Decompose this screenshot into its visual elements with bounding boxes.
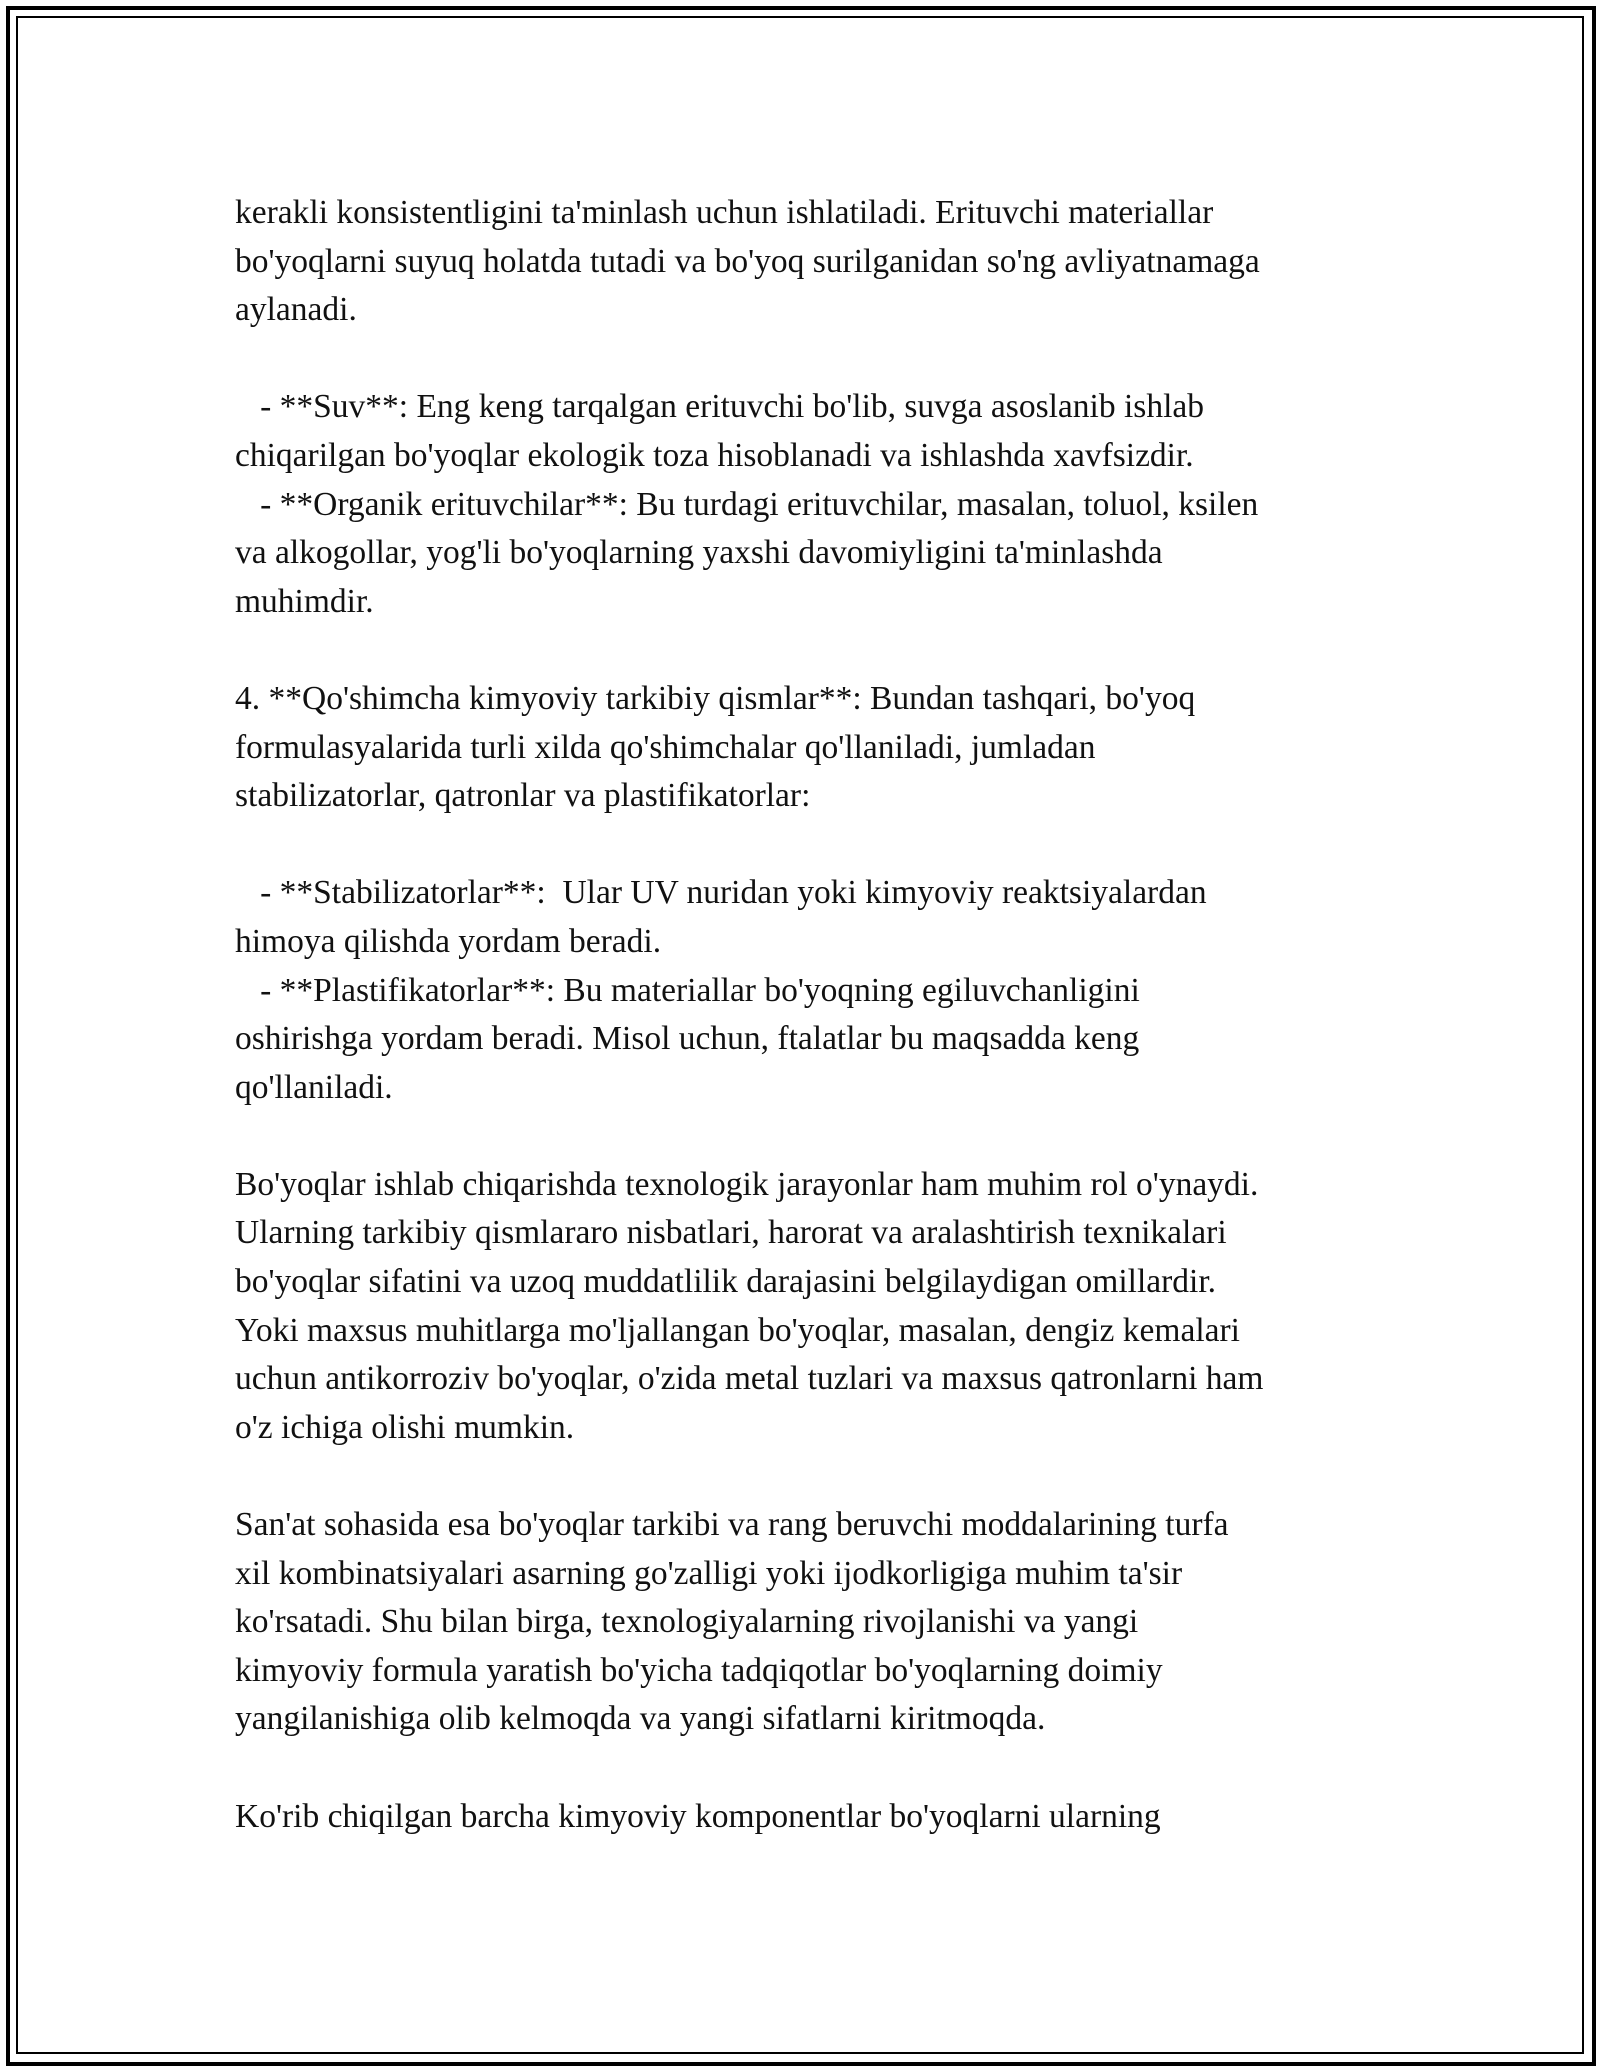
paragraph-gap	[235, 1452, 1385, 1501]
text-line: oshirishga yordam beradi. Misol uchun, ftalatlar bu maqsadda keng	[235, 1020, 1140, 1058]
text-line: - **Suv**: Eng keng tarqalgan erituvchi bo'lib, suvga asoslanib ishlab	[235, 388, 1204, 426]
text-line: qo'llaniladi.	[235, 1068, 393, 1106]
text-line: o'z ichiga olishi mumkin.	[235, 1408, 575, 1446]
text-line: Ko'rib chiqilgan barcha kimyoviy komponentlar bo'yoqlarni ularning	[235, 1797, 1161, 1835]
text-line: stabilizatorlar, qatronlar va plastifikatorlar:	[235, 777, 811, 815]
text-line: ko'rsatadi. Shu bilan birga, texnologiyalarning rivojlanishi va yangi	[235, 1603, 1139, 1641]
paragraph-gap	[235, 335, 1385, 384]
text-line: yangilanishiga olib kelmoqda va yangi sifatlarni kiritmoqda.	[235, 1700, 1046, 1738]
paragraph-7	[235, 1793, 1385, 1842]
paragraph-gap	[235, 1112, 1385, 1161]
text-line: va alkogollar, yog'li bo'yoqlarning yaxshi davomiyligini ta'minlashda	[235, 534, 1163, 572]
text-line: - **Organik erituvchilar**: Bu turdagi erituvchilar, masalan, toluol, ksilen	[235, 485, 1259, 523]
paragraph-5	[235, 1161, 1385, 1453]
text-line: uchun antikorroziv bo'yoqlar, o'zida metal tuzlari va maxsus qatronlarni ham	[235, 1360, 1264, 1398]
text-line: aylanadi.	[235, 291, 357, 329]
paragraph-gap	[235, 1744, 1385, 1793]
text-line: - **Plastifikatorlar**: Bu materiallar bo'yoqning egiluvchanligini	[235, 971, 1140, 1009]
text-line: Bo'yoqlar ishlab chiqarishda texnologik jarayonlar ham muhim rol o'ynaydi.	[235, 1165, 1259, 1203]
paragraph-2	[235, 383, 1385, 626]
text-line: himoya qilishda yordam beradi.	[235, 922, 662, 960]
text-line: xil kombinatsiyalari asarning go'zalligi yoki ijodkorligiga muhim ta'sir	[235, 1554, 1183, 1592]
text-line: 4. **Qo'shimcha kimyoviy tarkibiy qismlar**: Bundan tashqari, bo'yoq	[235, 679, 1196, 717]
paragraph-4	[235, 869, 1385, 1112]
text-line: - **Stabilizatorlar**: Ular UV nuridan yoki kimyoviy reaktsiyalardan	[235, 874, 1207, 912]
text-line: formulasyalarida turli xilda qo'shimchalar qo'llaniladi, jumladan	[235, 728, 1096, 766]
text-line: Ularning tarkibiy qismlararo nisbatlari, harorat va aralashtirish texnikalari	[235, 1214, 1227, 1252]
text-line: San'at sohasida esa bo'yoqlar tarkibi va rang beruvchi moddalarining turfa	[235, 1506, 1229, 1544]
paragraph-3	[235, 675, 1385, 821]
paragraph-gap	[235, 821, 1385, 870]
text-line: chiqarilgan bo'yoqlar ekologik toza hisoblanadi va ishlashda xavfsizdir.	[235, 436, 1194, 474]
paragraph-6	[235, 1501, 1385, 1744]
text-line: bo'yoqlarni suyuq holatda tutadi va bo'yoq surilganidan so'ng avliyatnamaga	[235, 242, 1260, 280]
text-line: kerakli konsistentligini ta'minlash uchun ishlatiladi. Erituvchi materiallar	[235, 194, 1214, 231]
text-line: muhimdir.	[235, 582, 374, 620]
text-line: bo'yoqlar sifatini va uzoq muddatlilik darajasini belgilaydigan omillardir.	[235, 1263, 1217, 1301]
text-line: kimyoviy formula yaratish bo'yicha tadqiqotlar bo'yoqlarning doimiy	[235, 1651, 1163, 1689]
paragraph-1	[235, 189, 1385, 335]
document-body	[235, 189, 1385, 1841]
text-line: Yoki maxsus muhitlarga mo'ljallangan bo'yoqlar, masalan, dengiz kemalari	[235, 1311, 1240, 1349]
paragraph-gap	[235, 626, 1385, 675]
